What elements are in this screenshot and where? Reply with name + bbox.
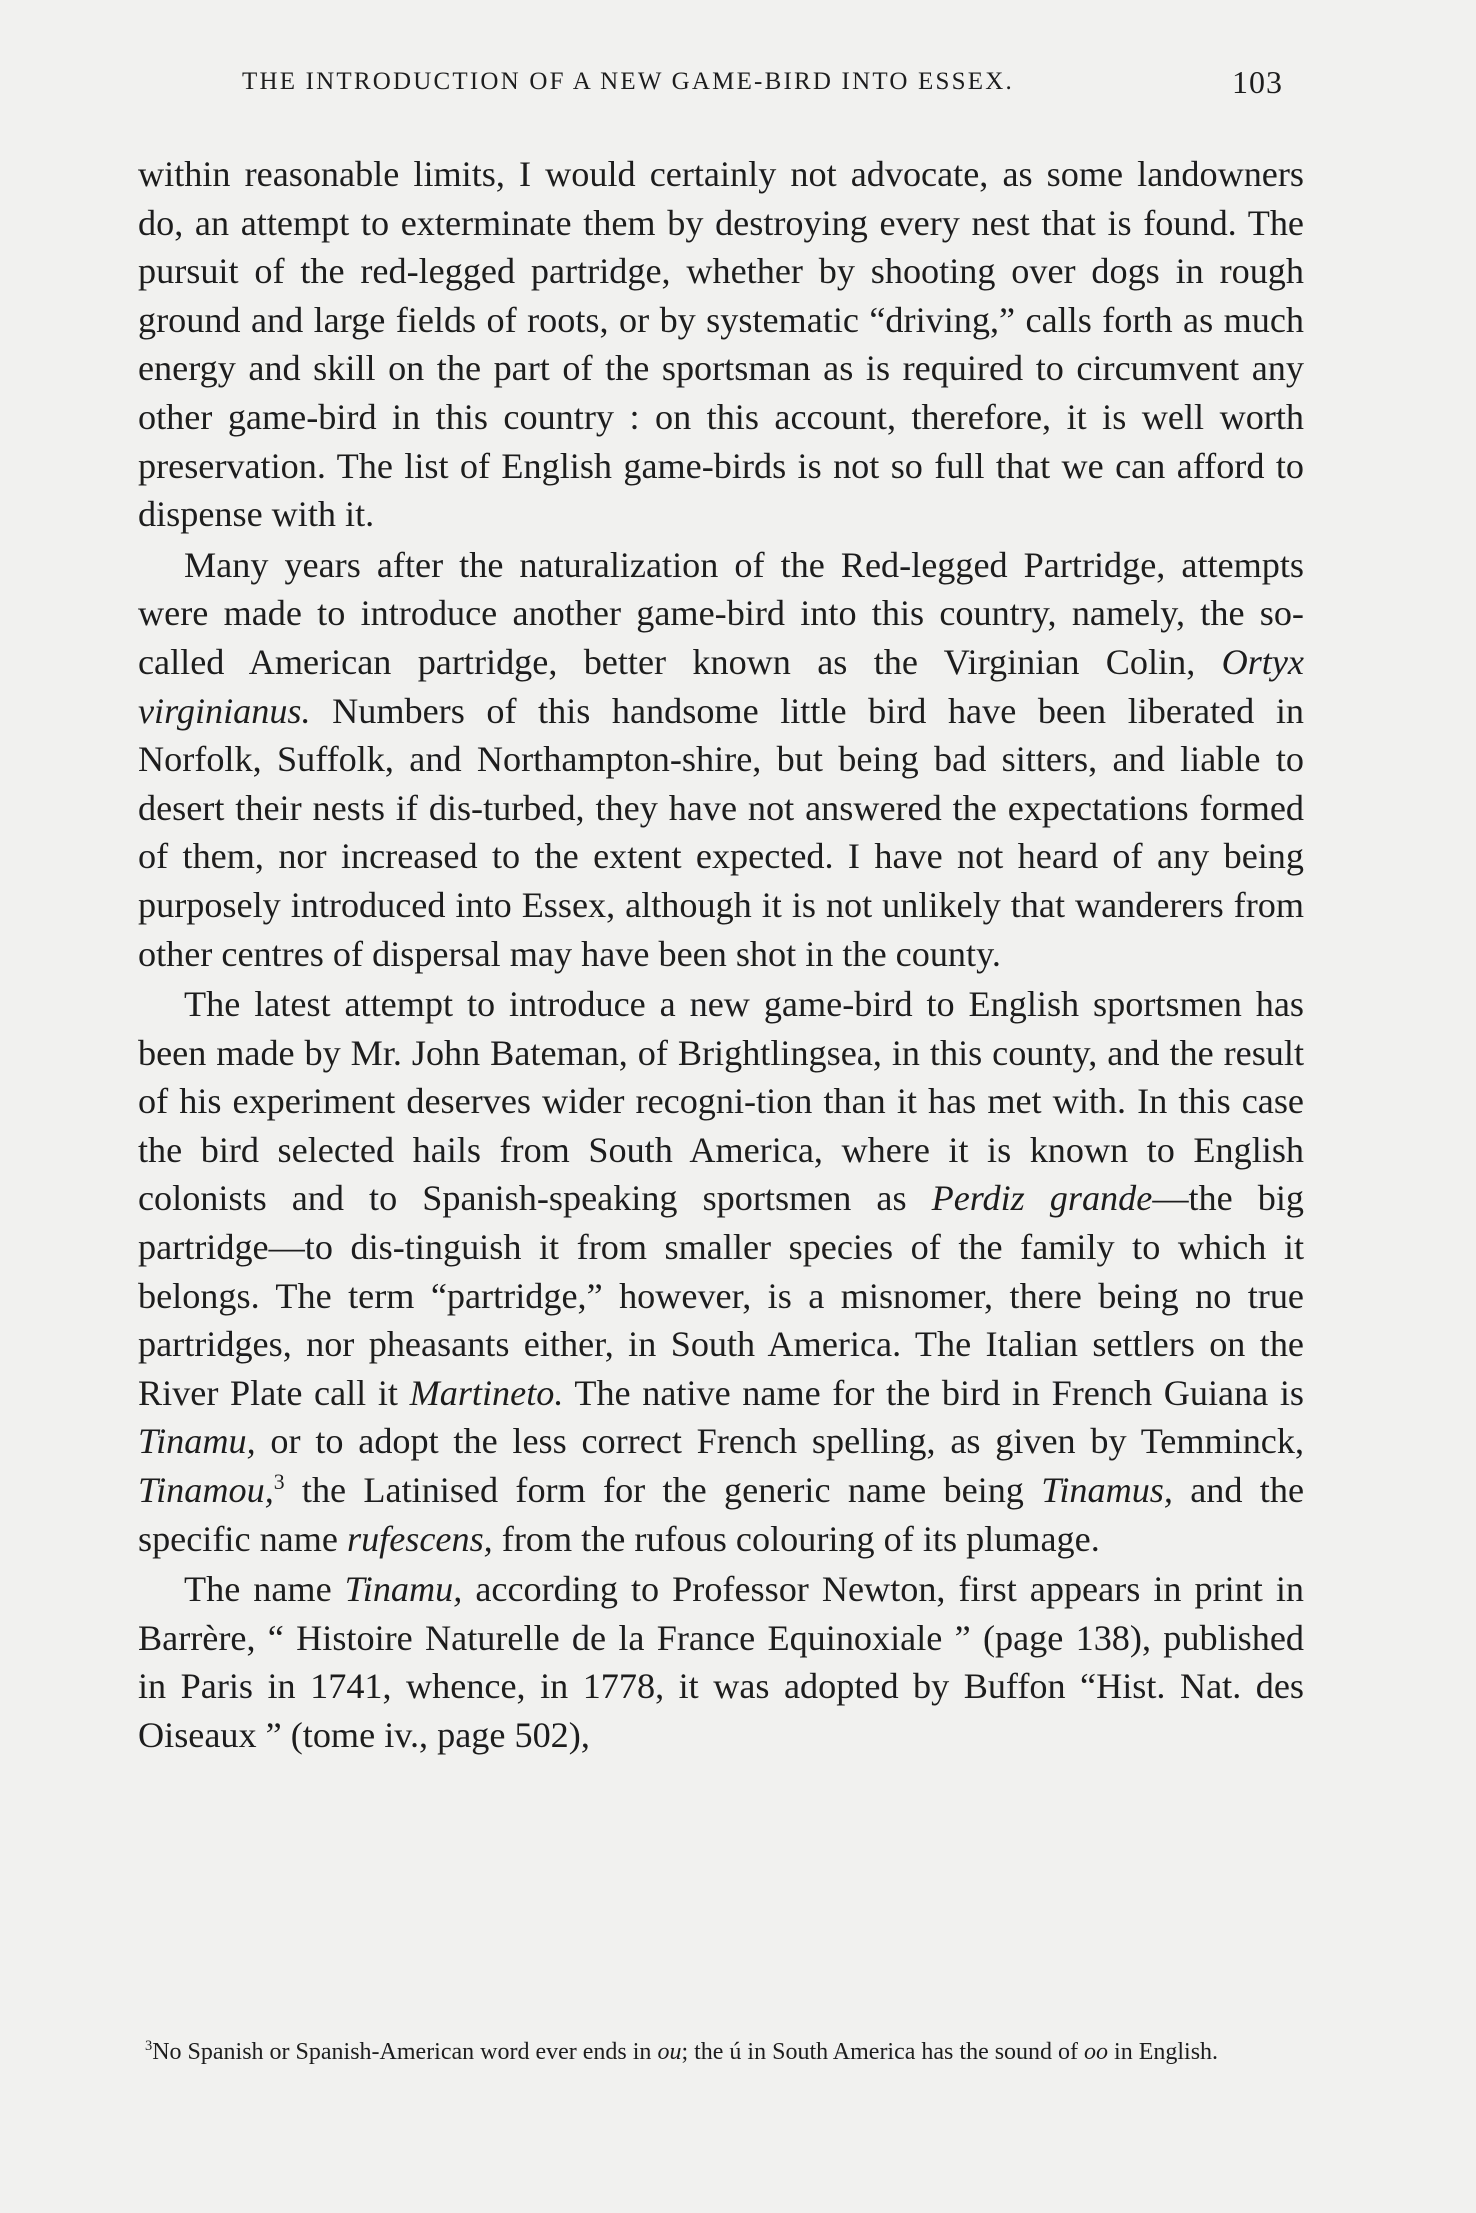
text-segment: The native name for the bird in French Guiana is bbox=[563, 1372, 1304, 1413]
paragraph bbox=[138, 1565, 1304, 1759]
italic-text: Ortyx virginianus. bbox=[138, 641, 1304, 731]
italic-text: Martineto. bbox=[409, 1372, 564, 1413]
text-segment: ; the ú in South America has the sound of bbox=[681, 2039, 1085, 2065]
text-segment: Numbers of this handsome little bird have been liberated in Norfolk, Suffolk, and Northampton-shire, but being bad sitters, and liable to desert their nests if dis-turbed, they have not answered the expectations formed of them, nor increased to the extent expected. I have not heard of any being purposely introduced into Essex, although it is not unlikely that wanderers from other centres of dispersal may have been shot in the county. bbox=[138, 690, 1304, 974]
body-text bbox=[138, 150, 1304, 1760]
footnote-marker: 3 bbox=[273, 1469, 285, 1494]
text-segment: within reasonable limits, I would certainly not advocate, as some landowners do, an attempt to exterminate them by destroying every nest that is found. The pursuit of the red-legged partridge, whether by shooting over dogs in rough ground and large fields of roots, or by systematic “driving,” calls forth as much energy and skill on the part of the sportsman as is required to circumvent any other game-bird in this country : on this account, therefore, it is well worth preservation. The list of English game-birds is not so full that we can afford to dispense with it. bbox=[138, 154, 1304, 535]
text-segment: and the specific name bbox=[138, 1470, 1305, 1559]
paragraph bbox=[138, 980, 1304, 1563]
text-segment: —the big partridge—to dis-tinguish it from smaller species of the family to which it belongs. The term “partridge,” however, is a misnomer, there being no true partridges, nor pheasants either, in South America. The Italian settlers on the River Plate call it bbox=[138, 1178, 1305, 1413]
text-segment: Many years after the naturalization of the Red-legged Partridge, attempts were made to introduce another game-bird into this country, namely, the so-called American partridge, better known as the Virginian Colin, bbox=[138, 544, 1304, 682]
italic-text: Tinamou, bbox=[138, 1470, 274, 1511]
italic-text: Perdiz grande bbox=[931, 1178, 1153, 1219]
text-segment: or to adopt the less correct French spelling, as given by Temminck, bbox=[255, 1421, 1304, 1462]
paragraph bbox=[138, 541, 1304, 978]
italic-text: Tinamus, bbox=[1041, 1470, 1173, 1511]
text-segment: in English. bbox=[1108, 2039, 1219, 2065]
text-segment: No Spanish or Spanish-American word ever ends in bbox=[152, 2039, 658, 2065]
text-segment: the Latinised form for the generic name being bbox=[284, 1470, 1042, 1511]
text-segment: The name bbox=[184, 1569, 345, 1610]
page-number: 103 bbox=[1232, 64, 1283, 100]
italic-text: ou bbox=[657, 2039, 682, 2065]
italic-text: Tinamu, bbox=[138, 1421, 256, 1462]
italic-text: Tinamu, bbox=[344, 1569, 463, 1610]
footnote-marker: 3 bbox=[145, 2038, 153, 2054]
text-segment: from the rufous colouring of its plumage. bbox=[492, 1518, 1100, 1559]
paragraph bbox=[138, 150, 1304, 539]
italic-text: rufescens, bbox=[346, 1518, 493, 1559]
italic-text: oo bbox=[1084, 2039, 1109, 2065]
running-head: THE INTRODUCTION OF A NEW GAME-BIRD INTO ESSEX. bbox=[242, 68, 1014, 95]
text-segment: according to Professor Newton, first appears in print in Barrère, “ Histoire Naturelle de la France Equinoxiale ” (page 138), published in Paris in 1741, whence, in 1778, it was adopted by Buffon “Hist. Nat. des Oiseaux ” (tome iv., page 502), bbox=[138, 1569, 1304, 1755]
footnote bbox=[145, 2040, 1305, 2065]
text-segment: The latest attempt to introduce a new game-bird to English sportsmen has been made by Mr. John Bateman, of Brightlingsea, in this county, and the result of his experiment deserves wider recogni-tion than it has met with. In this case the bird selected hails from South America, where it is known to English colonists and to Spanish-speaking sportsmen as bbox=[138, 984, 1304, 1219]
